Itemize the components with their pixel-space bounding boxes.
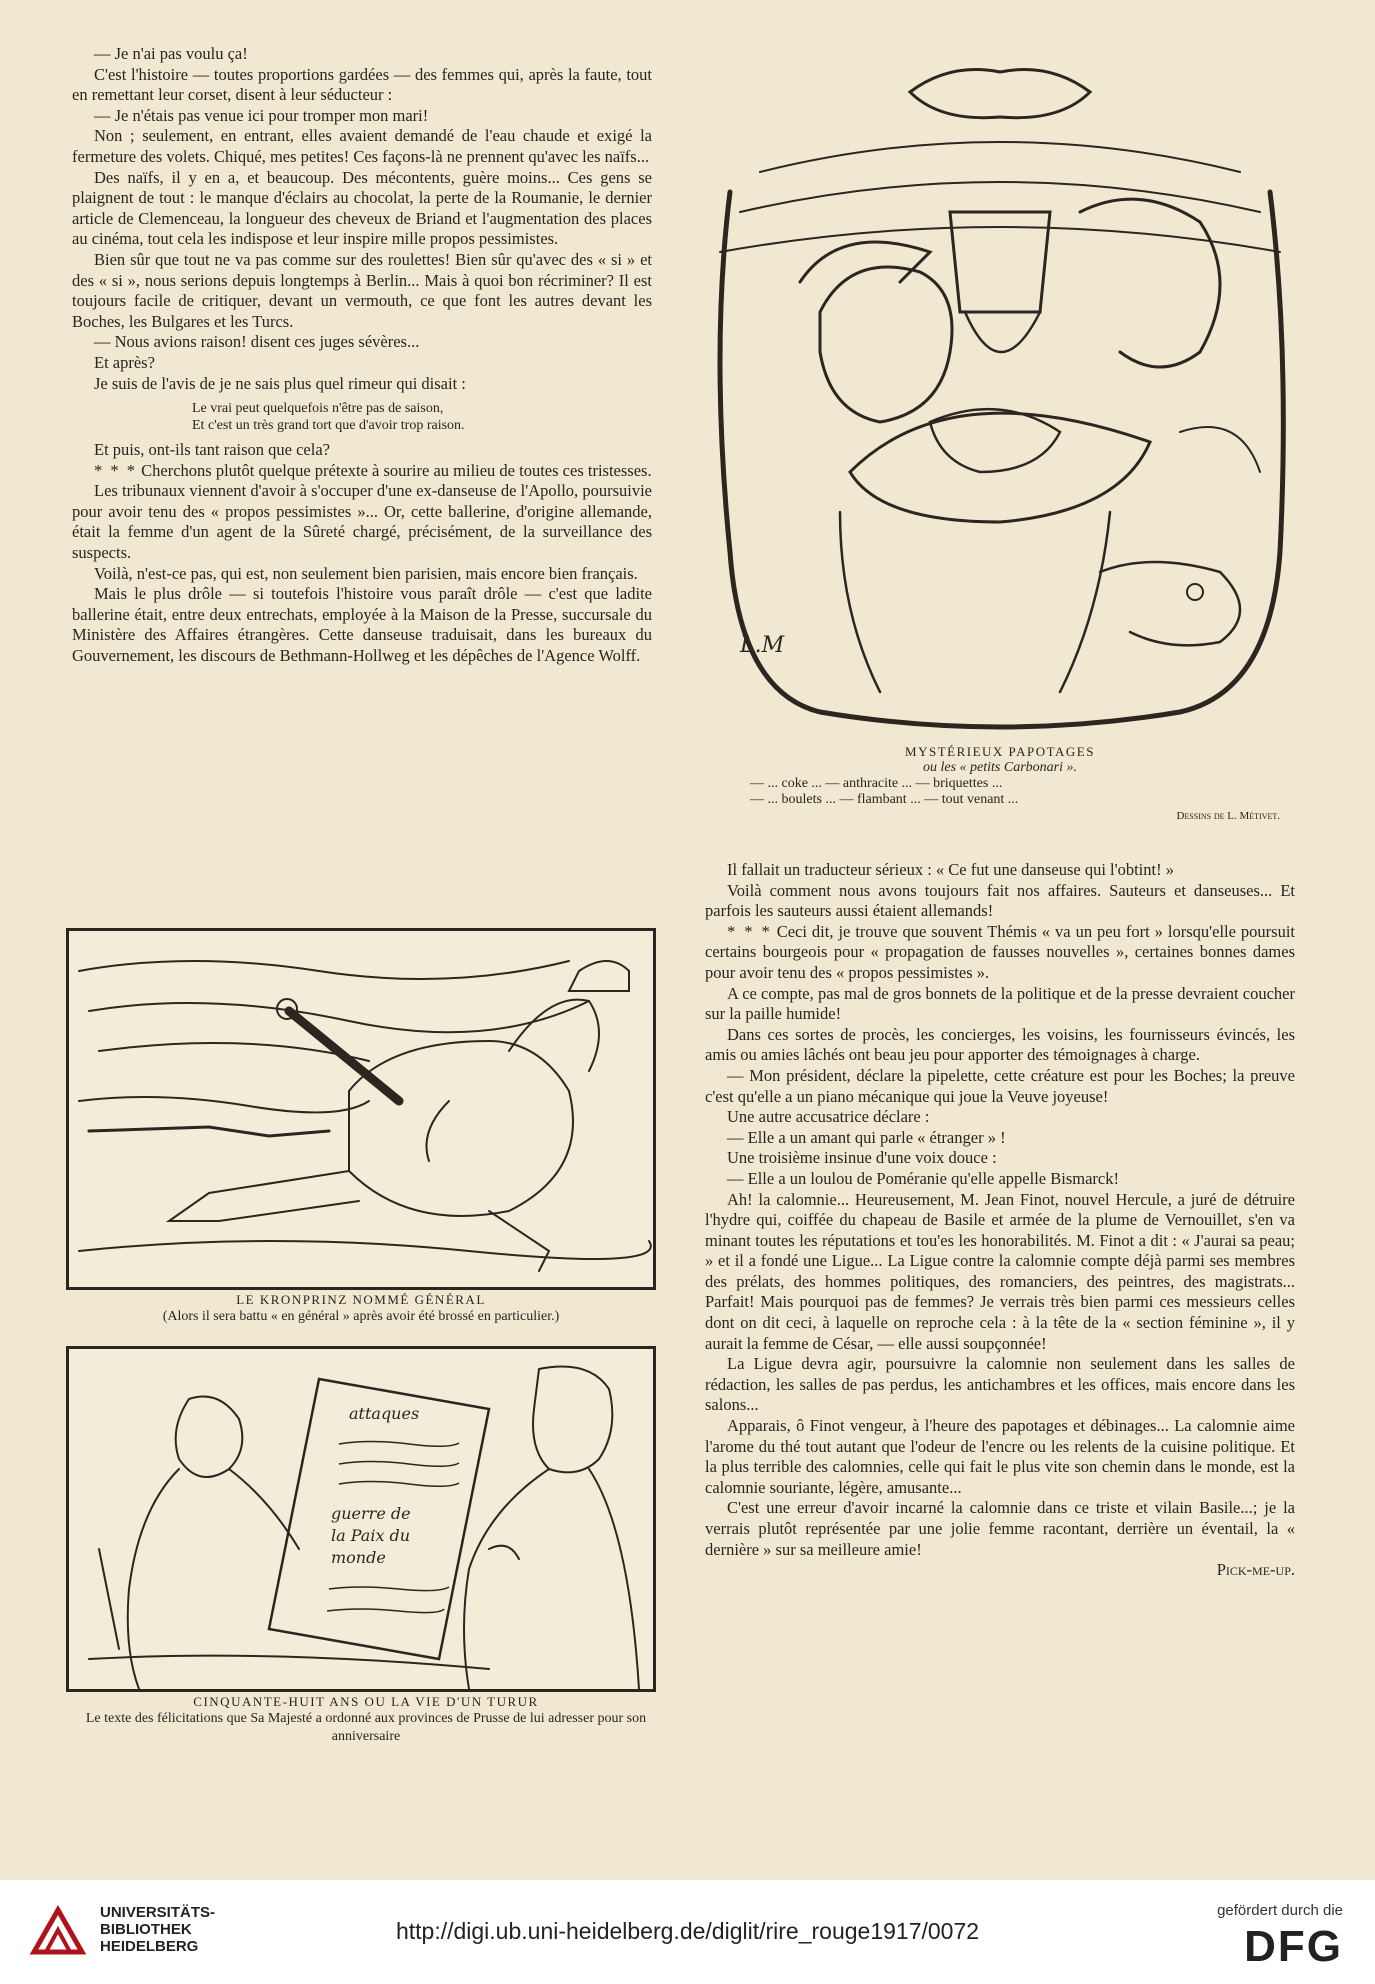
caption-turur [66, 1694, 666, 1746]
paragraph: — Elle a un amant qui parle « étranger » ! [727, 1127, 1006, 1147]
dfg-logo: DFG [1244, 1922, 1343, 1971]
paragraph: Et après? [94, 352, 155, 372]
paragraph: Ah! la calomnie... Heureusement, M. Jean Finot, nouvel Hercule, a juré de détruire l'hydre qui, coiffée du chapeau de Basile et armée de la plume de Vernouillet, s'en va minant toutes les réputations et tou'es les honorabilités. M. Finot a dit : « J'aurai sa peau; » et il a fondé une Ligue... La Ligue contre la calomnie compte déjà parmi ses membres des prélats, des hommes politiques, des romanciers, des peintres, des magistrats... Parfait! Mais pourquoi pas de femmes? Je verrais très bien parmi ces messieurs celles dont on dit ceci, à laquelle on reproche cela : à la tête de la « section féminine », il y aurait la femme de César, — elle aussi soupçonnée! [705, 1189, 1295, 1353]
cartoon-dialogue: — ... boulets ... — flambant ... — tout venant ... [750, 792, 1019, 807]
cartoon-kronprinz-drawing [69, 931, 653, 1287]
cartoon-caption: (Alors il sera battu « en général » après avoir été brossé en particulier.) [162, 1309, 560, 1324]
paragraph: Je suis de l'avis de je ne sais plus quel rimeur qui disait : [94, 373, 466, 393]
cartoon-kronprinz [66, 928, 656, 1290]
paragraph: Des naïfs, il y en a, et beaucoup. Des mécontents, guère moins... Ces gens se plaignent de tout : le manque d'éclairs au chocolat, la perte de la Roumanie, le dernier article de Clemenceau, la longueur des cheveux de Briand et l'augmentation des places au cinéma, tout cela les indispose et leur inspire mille propos pessimistes. [72, 167, 652, 249]
section-stars: * * * [94, 460, 137, 480]
paragraph: Voilà, n'est-ce pas, qui est, non seulement bien parisien, mais encore bien français. [94, 563, 638, 583]
document-word: guerre de [331, 1504, 411, 1523]
paragraph: Les tribunaux viennent d'avoir à s'occuper d'une ex-danseuse de l'Apollo, poursuivie pour avoir tenu des « propos pessimistes »... Or, cette ballerine, d'origine allemande, était la femme d'un agent de la Sûreté chargé, précisément, de la surveillance des suspects. [72, 481, 652, 563]
paragraph-text: Cherchons plutôt quelque prétexte à sourire au milieu de toutes ces tristesses. [141, 460, 652, 480]
paragraph: C'est une erreur d'avoir incarné la calomnie dans ce triste et vilain Basile...; je la verrais plutôt représentée par une jolie femme racontant, derrière un éventail, la « dernière » sur sa meilleure amie! [705, 1498, 1295, 1559]
paragraph: La Ligue devra agir, poursuivre la calomnie non seulement dans les salles de rédaction, les salles de pas perdus, les antichambres et les offices, mais encore dans les salons... [705, 1354, 1295, 1415]
document-word: attaques [349, 1404, 420, 1423]
paragraph: Dans ces sortes de procès, les concierges, les voisins, les fournisseurs évincés, les amis ou amies lâchés ont beau jeu pour apporter des témoignages à charge. [705, 1024, 1295, 1065]
verse-line: Et c'est un très grand tort que d'avoir trop raison. [192, 418, 465, 434]
paragraph: — Nous avions raison! disent ces juges sévères... [94, 332, 420, 352]
cartoon-turur [66, 1346, 656, 1692]
verse-line: Le vrai peut quelquefois n'être pas de saison, [192, 401, 444, 417]
cartoon-turur-drawing [69, 1349, 653, 1689]
cartoon-caption: Le texte des félicitations que Sa Majesté a ordonné aux provinces de Prusse de lui adresser pour son anniversaire [85, 1711, 647, 1744]
caption-kronprinz [66, 1292, 656, 1326]
digitization-footer [0, 1880, 1375, 1984]
library-name-line: BIBLIOTHEK [100, 1921, 192, 1938]
paragraph: — Mon président, déclare la pipelette, cette créature est pour les Boches; la preuve c'est qu'elle a un piano mécanique qui joue la Veuve joyeuse! [705, 1065, 1295, 1106]
cartoon-title: LE KRONPRINZ NOMMÉ GÉNÉRAL [236, 1292, 486, 1307]
artist-signature: L.M [740, 633, 785, 658]
paragraph: Voilà comment nous avons toujours fait nos affaires. Sauteurs et danseuses... Et parfois les sauteurs aussi étaient allemands! [705, 880, 1295, 921]
paragraph-with-stars [705, 922, 1295, 984]
document-word: la Paix du [331, 1526, 411, 1545]
paragraph: Une troisième insinue d'une voix douce : [727, 1148, 997, 1168]
paragraph: Bien sûr que tout ne va pas comme sur des roulettes! Bien sûr qu'avec des « si » et des « si », nous serions depuis longtemps à Berlin... Mais à quoi bon récriminer? Il est toujours facile de critiquer, devant un vermouth, ce que font les autres devant les Boches, les Bulgares et les Turcs. [72, 249, 652, 331]
section-stars: * * * [727, 921, 772, 941]
cartoon-subtitle: ou les « petits Carbonari ». [922, 760, 1077, 775]
cartoon-papotages [700, 52, 1300, 742]
library-name-line: UNIVERSITÄTS- [100, 1904, 216, 1921]
paragraph-text: Ceci dit, je trouve que souvent Thémis « va un peu fort » lorsqu'elle poursuit certains bourgeois pour « propagation de fausses nouvelles », certaines bonnes dames pour avoir tenu des « propos pessimistes ». [705, 921, 1296, 982]
paragraph: — Je n'ai pas voulu ça! [94, 44, 248, 63]
cartoon-title: MYSTÉRIEUX PAPOTAGES [905, 744, 1095, 759]
caption-papotages [720, 744, 1280, 824]
verse-quote [192, 400, 652, 434]
paragraph: Non ; seulement, en entrant, elles avaient demandé de l'eau chaude et exigé la fermeture des volets. Chiqué, mes petites! Ces façons-là ne prennent qu'avec les naïfs... [72, 126, 652, 166]
paragraph: — Elle a un loulou de Poméranie qu'elle appelle Bismarck! [727, 1168, 1119, 1188]
library-name-line: HEIDELBERG [100, 1938, 199, 1955]
permalink-url[interactable]: http://digi.ub.uni-heidelberg.de/diglit/rire_rouge1917/0072 [395, 1918, 980, 1944]
paragraph: — Je n'étais pas venue ici pour tromper mon mari! [94, 105, 429, 125]
left-column [72, 44, 652, 667]
cartoon-papotages-drawing [700, 52, 1300, 742]
paragraph: Et puis, ont-ils tant raison que cela? [94, 440, 330, 460]
article-signature: Pick-me-up. [1216, 1560, 1295, 1580]
cartoon-title: CINQUANTE-HUIT ANS OU LA VIE D'UN TURUR [193, 1694, 539, 1709]
drawings-credit: Dessins de L. Métivet. [1176, 810, 1280, 822]
right-column [705, 860, 1295, 1581]
paragraph: Mais le plus drôle — si toutefois l'histoire vous paraît drôle — c'est que ladite ballerine était, entre deux entrechats, employée à la Maison de la Presse, succursale du Ministère des Affaires étrangères. Cette danseuse traduisait, dans les bureaux du Gouvernement, les discours de Bethmann-Hollweg et les dépêches de l'Agence Wolff. [72, 584, 652, 666]
paragraph: C'est l'histoire — toutes proportions gardées — des femmes qui, après la faute, tout en remettant leur corset, disent à leur séducteur : [72, 64, 652, 105]
paragraph: Une autre accusatrice déclare : [727, 1107, 930, 1127]
paragraph: Il fallait un traducteur sérieux : « Ce fut une danseuse qui l'obtint! » [727, 860, 1174, 879]
funder-text: gefördert durch die [1217, 1902, 1343, 1919]
paragraph: A ce compte, pas mal de gros bonnets de la politique et de la presse devraient coucher sur la paille humide! [705, 983, 1295, 1024]
document-word: monde [331, 1548, 386, 1567]
cartoon-dialogue: — ... coke ... — anthracite ... — briquettes ... [750, 776, 1003, 791]
paragraph: Apparais, ô Finot vengeur, à l'heure des papotages et débinages... La calomnie aime l'arome du thé tout autant que l'odeur de l'encre ou les relents de la cuisine politique. Et la plus terrible des calomnies, celle qui fait le plus vite son chemin dans le monde, est la calomnie souriante, légère, amusante... [705, 1416, 1295, 1497]
paragraph-with-stars [72, 461, 652, 482]
